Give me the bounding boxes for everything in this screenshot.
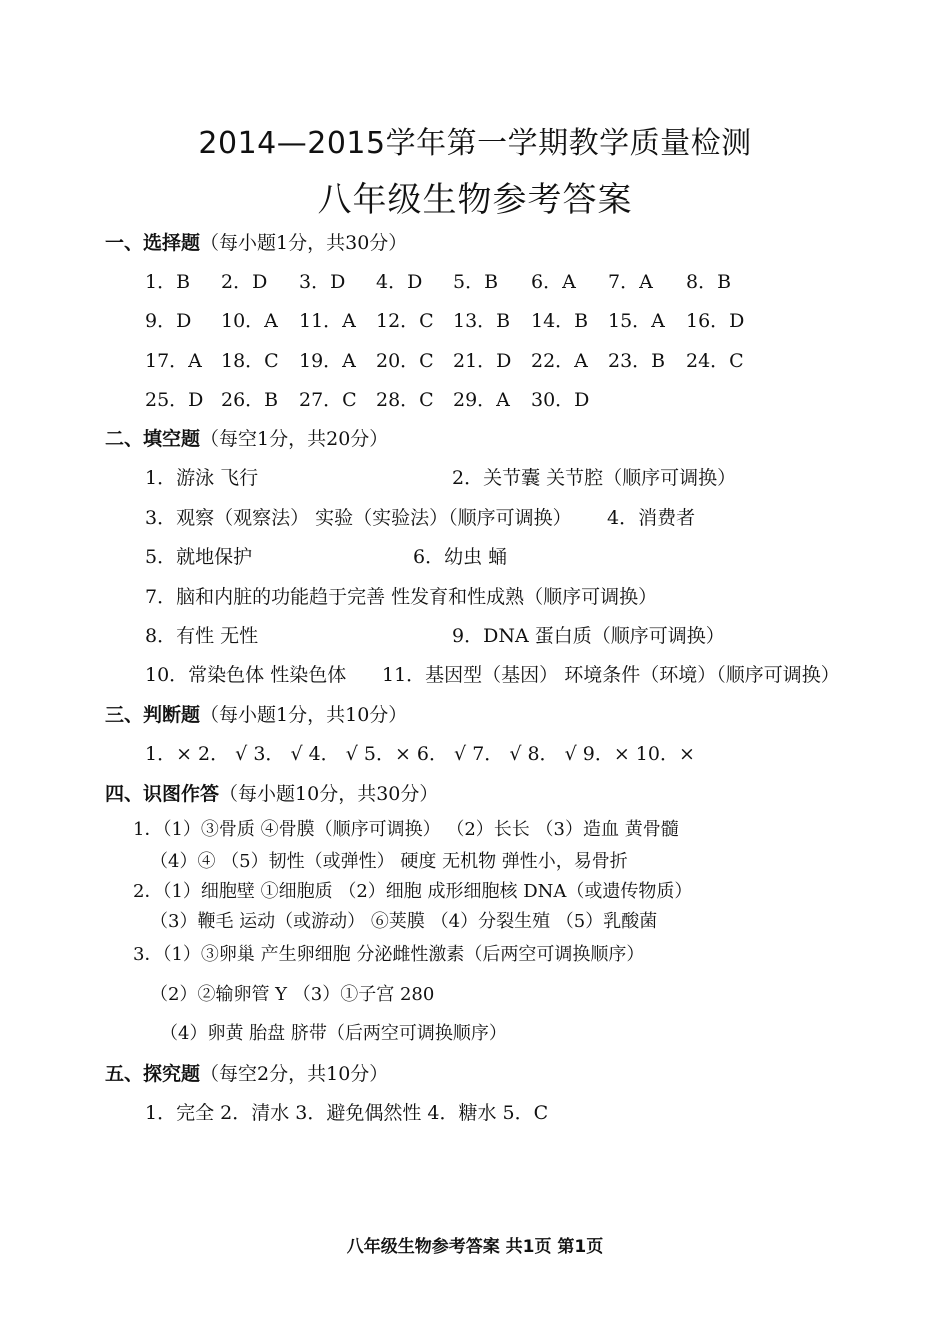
diagram-answer-3-line-2: （2）②输卵管 Y （3）①子宫 280 <box>150 984 435 1005</box>
choice-answer: 7．A <box>608 271 653 293</box>
document-subtitle: 八年级生物参考答案 <box>317 180 633 220</box>
section-inquiry-heading <box>105 1059 388 1086</box>
section-note: （每小题10分，共30分） <box>219 783 439 805</box>
judge-answers: 1．× 2． √ 3． √ 4． √ 5．× 6． √ 7． √ 8． √ 9．× 10．× <box>145 743 695 765</box>
choice-answer: 15．A <box>608 310 665 332</box>
choice-answer: 9．D <box>145 310 192 332</box>
section-title: 三、判断题 <box>105 704 201 726</box>
inquiry-answers: 1．完全 2．清水 3．避免偶然性 4．糖水 5．C <box>145 1102 549 1124</box>
choice-answer: 17．A <box>145 350 202 372</box>
section-title: 四、识图作答 <box>105 783 220 805</box>
choice-answer: 6．A <box>531 271 576 293</box>
diagram-answer-1-line-1: 1．（1）③骨质 ④骨膜（顺序可调换） （2）长长 （3）造血 黄骨髓 <box>133 819 679 840</box>
section-note: （每小题1分，共10分） <box>200 704 408 726</box>
page-footer: 八年级生物参考答案 共1页 第1页 <box>346 1237 604 1257</box>
diagram-answer-1-line-2: （4）④ （5）韧性（或弹性） 硬度 无机物 弹性小，易骨折 <box>150 851 628 872</box>
choice-answer: 10．A <box>221 310 278 332</box>
section-diagram-heading <box>105 779 438 806</box>
fill-answer-3: 3．观察（观察法） 实验（实验法）（顺序可调换） <box>145 507 572 529</box>
fill-answer-4: 4．消费者 <box>607 507 696 529</box>
section-title: 二、填空题 <box>105 428 201 450</box>
fill-answer-11: 11．基因型（基因） 环境条件（环境）（顺序可调换） <box>382 664 840 686</box>
section-choice-heading <box>105 228 407 255</box>
choice-answer: 8．B <box>686 271 732 293</box>
fill-answer-6: 6．幼虫 蛹 <box>413 546 508 568</box>
choice-answer: 30．D <box>531 389 590 411</box>
section-judge-heading <box>105 700 407 727</box>
fill-answer-8: 8．有性 无性 <box>145 625 259 647</box>
fill-answer-1: 1．游泳 飞行 <box>145 467 259 489</box>
choice-answer: 26．B <box>221 389 279 411</box>
choice-answer: 20．C <box>376 350 434 372</box>
fill-answer-2: 2．关节囊 关节腔（顺序可调换） <box>452 467 737 489</box>
choice-answer: 3．D <box>299 271 346 293</box>
section-note: （每小题1分，共30分） <box>200 232 408 254</box>
choice-answer: 5．B <box>453 271 499 293</box>
choice-answer: 2．D <box>221 271 268 293</box>
choice-answer: 21．D <box>453 350 512 372</box>
choice-answer: 19．A <box>299 350 356 372</box>
choice-answer: 13．B <box>453 310 511 332</box>
diagram-answer-3-line-1: 3．（1）③卵巢 产生卵细胞 分泌雌性激素（后两空可调换顺序） <box>133 944 645 965</box>
choice-answer: 14．B <box>531 310 589 332</box>
choice-answer: 28．C <box>376 389 434 411</box>
section-title: 五、探究题 <box>105 1063 201 1085</box>
fill-answer-10: 10．常染色体 性染色体 <box>145 664 347 686</box>
choice-answer: 12．C <box>376 310 434 332</box>
choice-answer: 1．B <box>145 271 191 293</box>
choice-answer: 11．A <box>299 310 356 332</box>
choice-answer: 24．C <box>686 350 744 372</box>
section-title: 一、选择题 <box>105 232 201 254</box>
choice-answer: 25．D <box>145 389 204 411</box>
document-title: 2014—2015学年第一学期教学质量检测 <box>198 126 752 161</box>
choice-answer: 18．C <box>221 350 279 372</box>
fill-answer-9: 9．DNA 蛋白质（顺序可调换） <box>452 625 725 647</box>
choice-answer: 16．D <box>686 310 745 332</box>
diagram-answer-2-line-1: 2．（1）细胞壁 ①细胞质 （2）细胞 成形细胞核 DNA（或遗传物质） <box>133 881 693 902</box>
choice-answer: 23．B <box>608 350 666 372</box>
choice-answer: 27．C <box>299 389 357 411</box>
fill-answer-7: 7．脑和内脏的功能趋于完善 性发育和性成熟（顺序可调换） <box>145 586 658 608</box>
choice-answer: 29．A <box>453 389 510 411</box>
diagram-answer-3-line-3: （4）卵黄 胎盘 脐带（后两空可调换顺序） <box>160 1023 507 1044</box>
fill-answer-5: 5．就地保护 <box>145 546 253 568</box>
section-note: （每空2分，共10分） <box>200 1063 389 1085</box>
choice-answer: 4．D <box>376 271 423 293</box>
choice-answer: 22．A <box>531 350 588 372</box>
diagram-answer-2-line-2: （3）鞭毛 运动（或游动） ⑥荚膜 （4）分裂生殖 （5）乳酸菌 <box>150 911 658 932</box>
section-note: （每空1分，共20分） <box>200 428 389 450</box>
section-fill-heading <box>105 424 388 451</box>
